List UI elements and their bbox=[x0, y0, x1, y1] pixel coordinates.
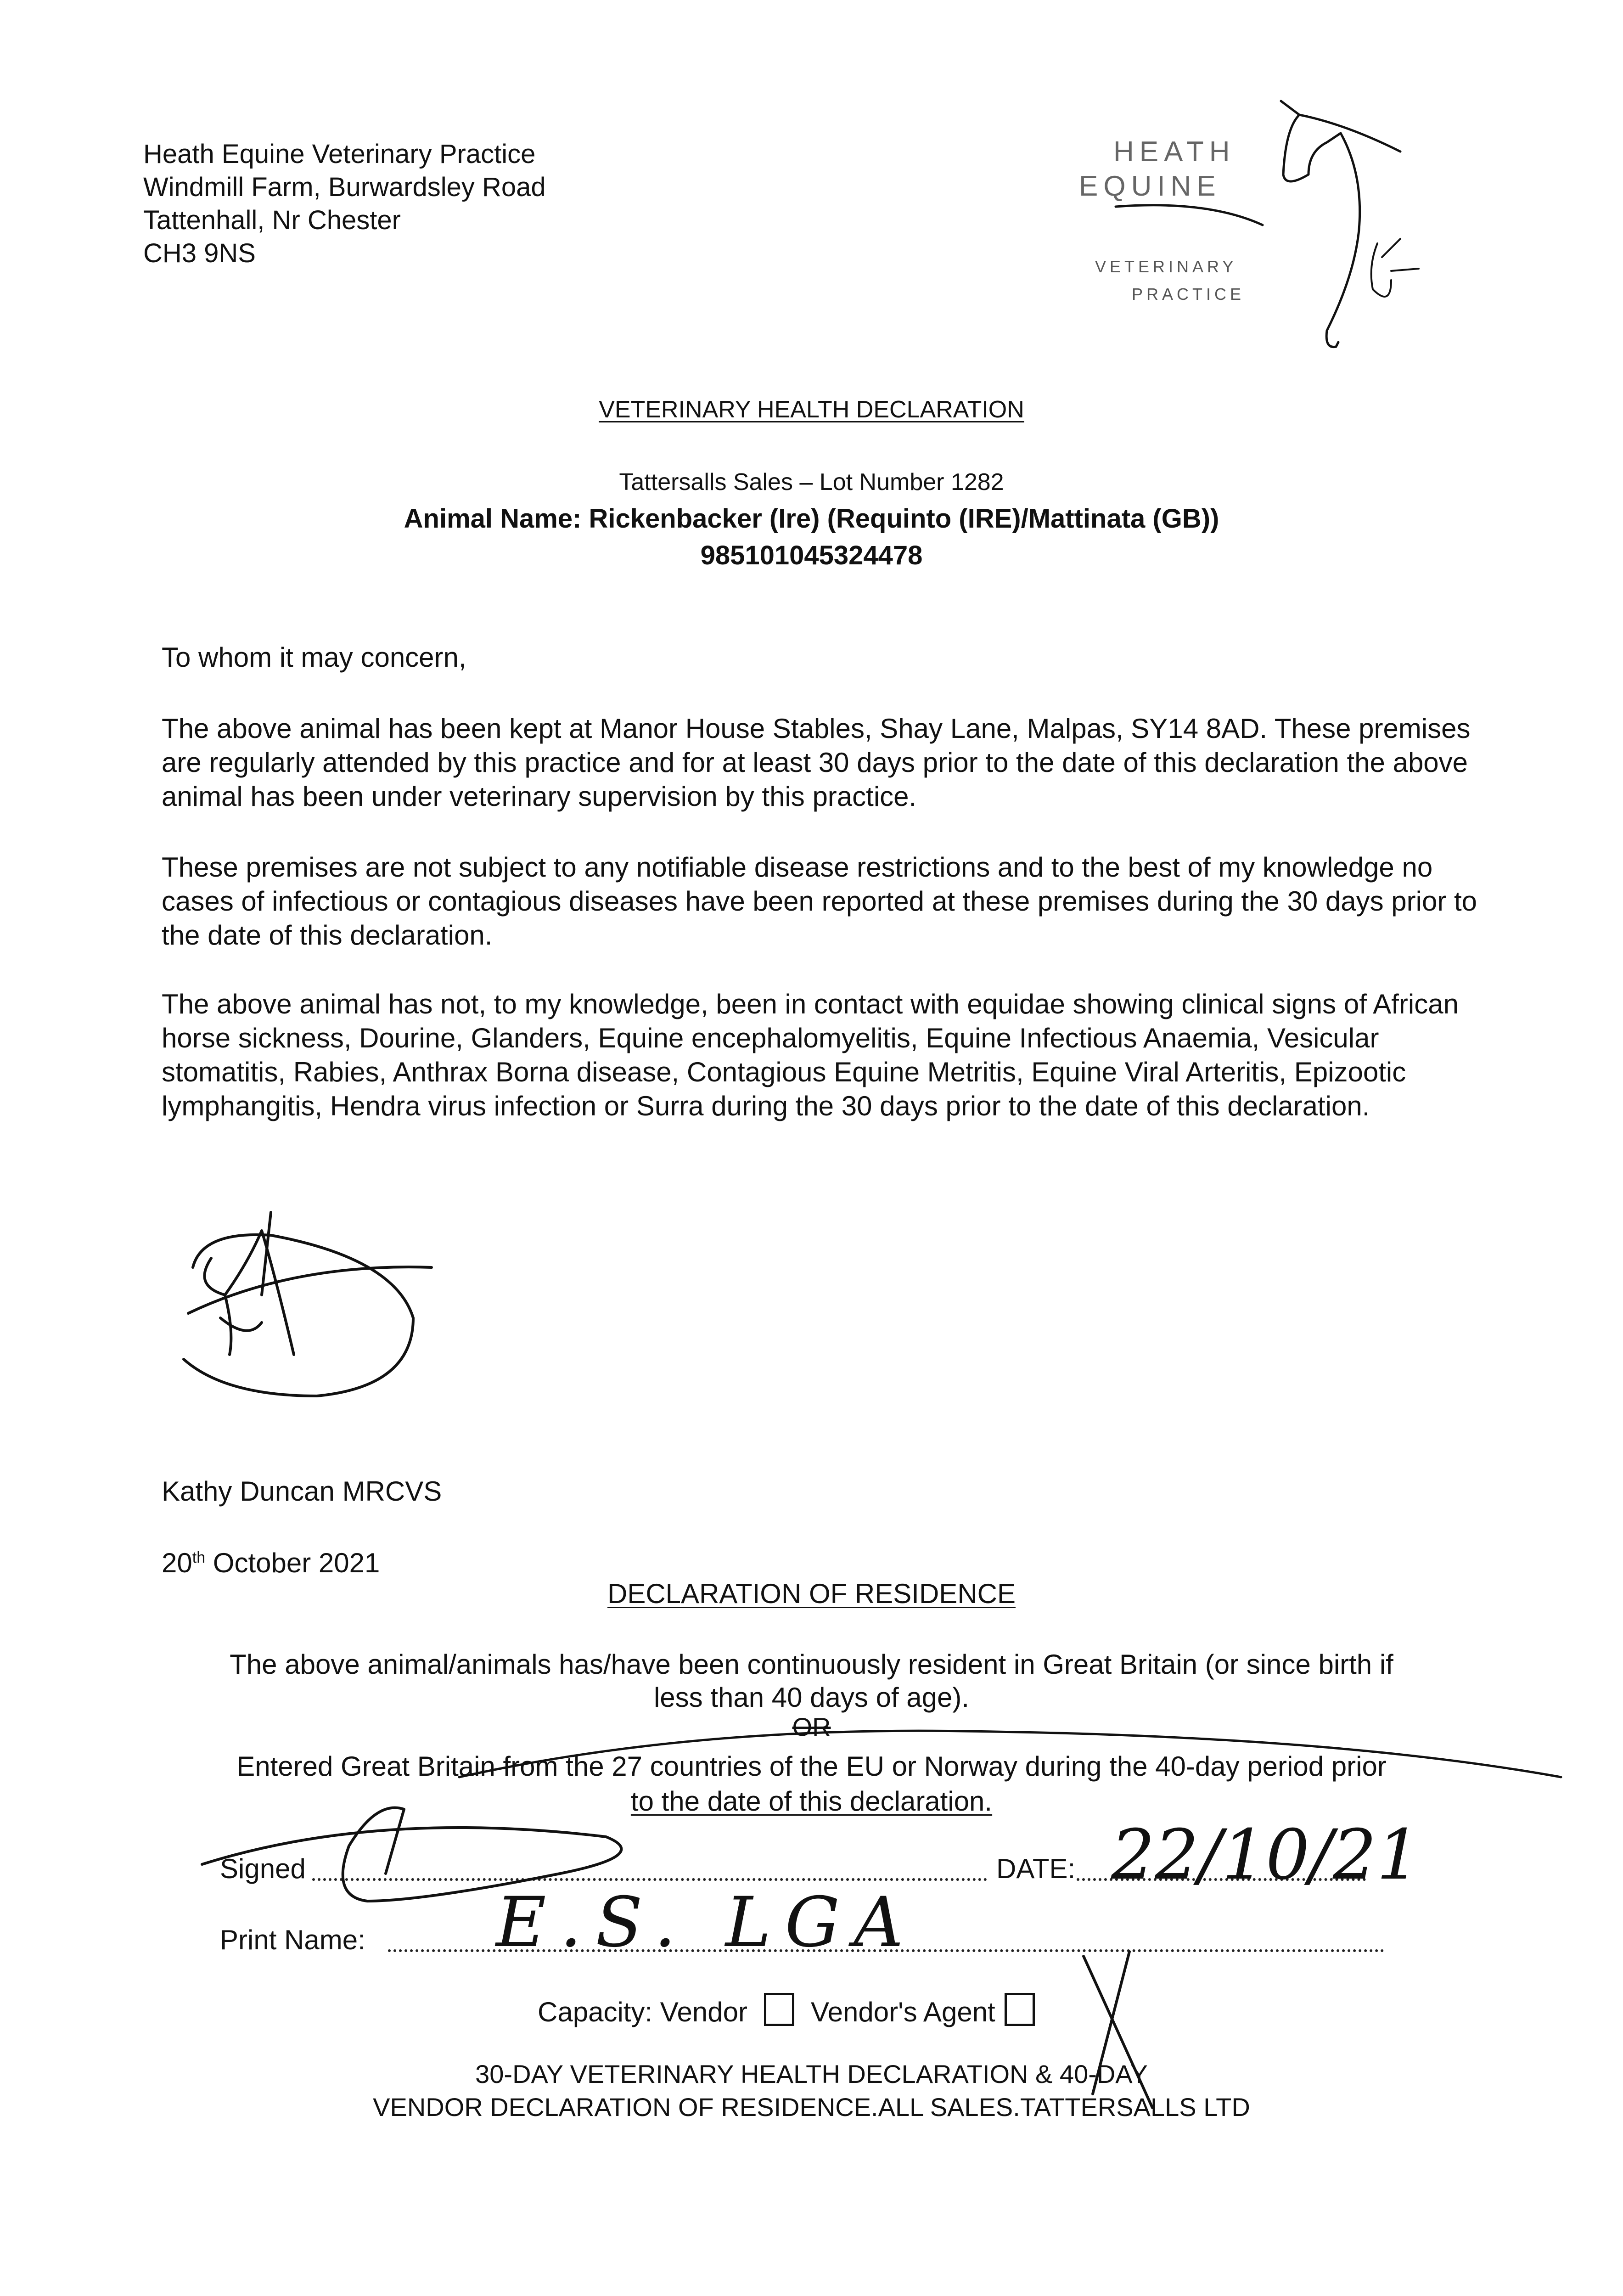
practice-logo bbox=[1070, 92, 1419, 367]
address-line: Tattenhall, Nr Chester bbox=[143, 205, 401, 235]
footer-line-1: 30-DAY VETERINARY HEALTH DECLARATION & 40-DAY bbox=[475, 2060, 1148, 2088]
logo-text-veterinary: VETERINARY bbox=[1095, 257, 1237, 276]
address-line: Windmill Farm, Burwardsley Road bbox=[143, 172, 546, 202]
handwritten-date: 22/10/21 bbox=[1111, 1815, 1421, 1895]
paragraph-restrictions: These premises are not subject to any notifiable disease restrictions and to the best of my knowledge no cases of infectious or contagious diseases have been reported at these premises during the 30 days prior to the date of this declaration. bbox=[162, 852, 1477, 951]
residence-or: OR bbox=[792, 1712, 831, 1741]
capacity-vendor-label: Capacity: Vendor bbox=[538, 1997, 747, 2027]
print-name-label: Print Name: bbox=[220, 1925, 365, 1955]
animal-name: Animal Name: Rickenbacker (Ire) (Requinto (IRE)/Mattinata (GB)) bbox=[404, 504, 1219, 534]
date-day: 20 bbox=[162, 1548, 192, 1578]
vendor-agent-checkbox[interactable] bbox=[1005, 1993, 1035, 2026]
microchip-number: 985101045324478 bbox=[700, 540, 923, 570]
residence-line-4: to the date of this declaration. bbox=[630, 1786, 993, 1817]
horse-logo-icon bbox=[1070, 92, 1419, 367]
residence-line-2: less than 40 days of age). bbox=[653, 1682, 970, 1713]
paragraph-premises: The above animal has been kept at Manor House Stables, Shay Lane, Malpas, SY14 8AD. These premises are regularly attended by this practice and for at least 30 days prior to the date of this declaration the above animal has been under veterinary supervision by this practice. bbox=[162, 713, 1471, 812]
vet-name: Kathy Duncan MRCVS bbox=[162, 1476, 442, 1507]
signed-label: Signed bbox=[220, 1853, 306, 1884]
declaration-date bbox=[162, 1541, 380, 1580]
address-line: Heath Equine Veterinary Practice bbox=[143, 139, 536, 169]
address-line: CH3 9NS bbox=[143, 238, 256, 268]
date-label: DATE: bbox=[996, 1853, 1076, 1884]
practice-address bbox=[143, 138, 546, 270]
residence-line-3: Entered Great Britain from the 27 countries of the EU or Norway during the 40-day period prior bbox=[236, 1751, 1387, 1782]
sale-lot-line: Tattersalls Sales – Lot Number 1282 bbox=[619, 469, 1004, 495]
paragraph-diseases: The above animal has not, to my knowledge, been in contact with equidae showing clinical signs of African horse sickness, Dourine, Glanders, Equine encephalomyelitis, Equine Infectious Anaemia, Vesicular stomatitis, Rabies, Anthrax Borna disease, Contagious Equine Metritis, Equine Viral Arteritis, Epizootic lymphangitis, Hendra virus infection or Surra during the 30 days prior to the date of this declaration. bbox=[162, 989, 1459, 1121]
logo-text-heath: HEATH bbox=[1113, 136, 1236, 168]
salutation: To whom it may concern, bbox=[162, 642, 466, 673]
logo-text-practice: PRACTICE bbox=[1132, 285, 1245, 304]
footer-line-2: VENDOR DECLARATION OF RESIDENCE.ALL SALES.TATTERSALLS LTD bbox=[373, 2093, 1250, 2122]
residence-line-1: The above animal/animals has/have been continuously resident in Great Britain (or since birth if bbox=[230, 1649, 1393, 1680]
date-suffix: th bbox=[192, 1549, 206, 1566]
vet-signature bbox=[156, 1203, 477, 1424]
vendor-agent-label: Vendor's Agent bbox=[810, 1997, 995, 2027]
residence-title: DECLARATION OF RESIDENCE bbox=[607, 1578, 1016, 1609]
health-declaration-title: VETERINARY HEALTH DECLARATION bbox=[599, 396, 1024, 423]
date-rest: October 2021 bbox=[205, 1548, 380, 1578]
capacity-row bbox=[538, 1993, 1051, 2028]
vendor-checkbox[interactable] bbox=[764, 1993, 794, 2026]
handwritten-print-name: E.S. LGA bbox=[496, 1883, 917, 1963]
logo-text-equine: EQUINE bbox=[1079, 170, 1221, 202]
